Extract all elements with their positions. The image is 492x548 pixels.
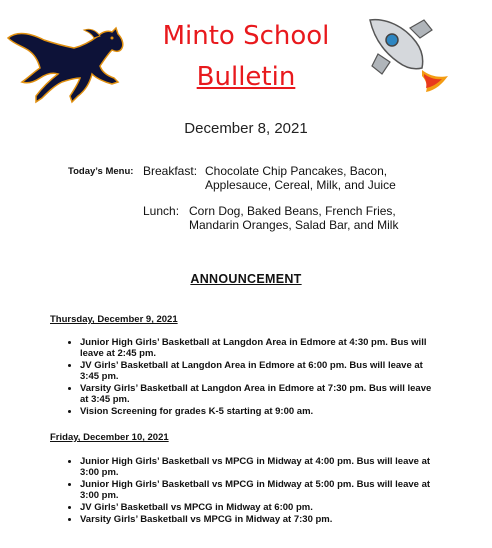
list-item: • Junior High Girls’ Basketball vs MPCG in Midway at 4:00 pm. Bus will leave at 3:00 pm. xyxy=(80,456,440,478)
lunch-line-1: Corn Dog, Baked Beans, French Fries, xyxy=(189,204,396,218)
announcement-heading: ANNOUNCEMENT xyxy=(190,272,302,286)
list-item: • Junior High Girls’ Basketball at Langdon Area in Edmore at 4:30 pm. Bus will leave at 2:45 pm. xyxy=(80,337,440,359)
breakfast-label: Breakfast: xyxy=(143,164,198,178)
list-item: • JV Girls’ Basketball at Langdon Area in Edmore at 6:00 pm. Bus will leave at 3:45 pm. xyxy=(80,360,440,382)
day-heading: Thursday, December 9, 2021 xyxy=(50,314,178,325)
menu-label: Today’s Menu: xyxy=(68,166,134,177)
lunch-line-2: Mandarin Oranges, Salad Bar, and Milk xyxy=(189,218,399,232)
list-item: • Junior High Girls’ Basketball vs MPCG in Midway at 5:00 pm. Bus will leave at 3:00 pm. xyxy=(80,479,440,501)
list-item: • Varsity Girls’ Basketball vs MPCG in Midway at 7:30 pm. xyxy=(80,514,440,525)
announcement-list xyxy=(64,456,440,526)
lunch-label: Lunch: xyxy=(143,204,180,218)
announcement-list xyxy=(64,337,440,418)
bulletin-date: December 8, 2021 xyxy=(184,120,308,137)
page-subtitle: Bulletin xyxy=(196,62,296,92)
breakfast-line-1: Chocolate Chip Pancakes, Bacon, xyxy=(205,164,388,178)
breakfast-line-2: Applesauce, Cereal, Milk, and Juice xyxy=(205,178,396,192)
day-heading: Friday, December 10, 2021 xyxy=(50,432,169,443)
list-item: • Vision Screening for grades K-5 starting at 9:00 am. xyxy=(80,406,440,417)
list-item: • JV Girls’ Basketball vs MPCG in Midway at 6:00 pm. xyxy=(80,502,440,513)
page-title: Minto School xyxy=(162,21,330,51)
list-item: • Varsity Girls’ Basketball at Langdon Area in Edmore at 7:30 pm. Bus will leave at 3:45 pm. xyxy=(80,383,440,405)
